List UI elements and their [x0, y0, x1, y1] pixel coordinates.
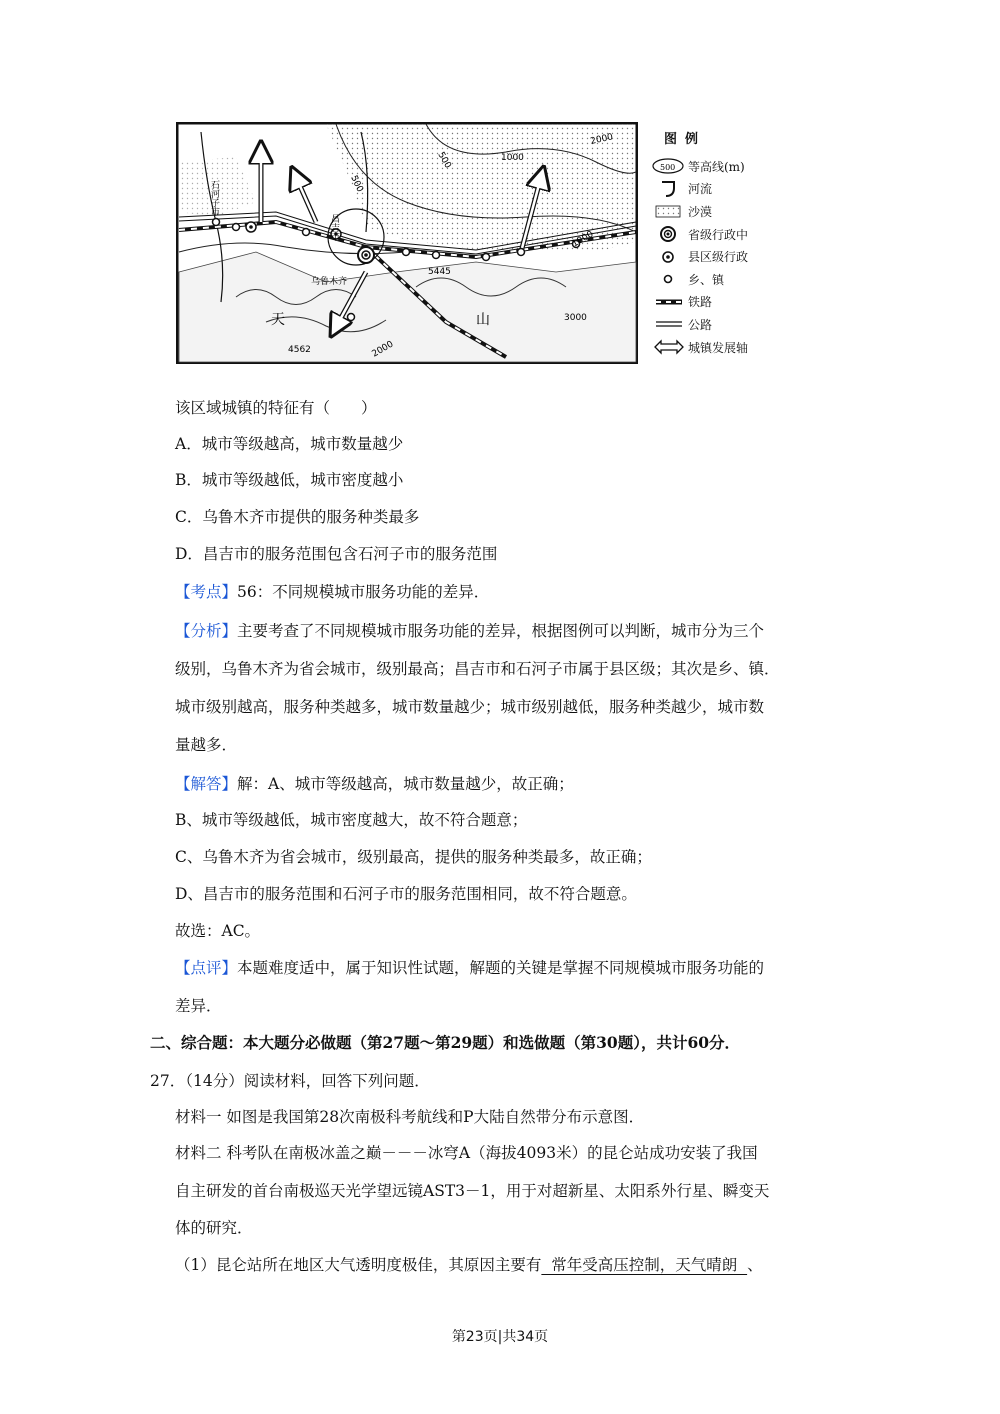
- q27-sub1-answer: 常年受高压控制，天气晴朗: [541, 1256, 748, 1274]
- q27-material-2-line-1: 材料二 科考队在南极冰盖之巅－－－冰穹A（海拔4093米）的昆仑站成功安装了我国: [175, 1144, 758, 1162]
- urban-development-map: [176, 122, 638, 364]
- jieda-line-1: 【解答】解：A、城市等级越高，城市数量越少，故正确；: [175, 775, 574, 793]
- highway-symbol-icon: [652, 315, 686, 333]
- kaodian-tag: 【考点】: [175, 583, 238, 601]
- q27-sub1: （1）昆仑站所在地区大气透明度极佳，其原因主要有 常年受高压控制，天气晴朗 、: [175, 1256, 763, 1274]
- option-a: A．城市等级越高，城市数量越少: [175, 435, 404, 453]
- page-footer: 第23页|共34页: [451, 1329, 549, 1345]
- legend-axis: 城镇发展轴: [652, 336, 792, 359]
- legend-provincial: 省级行政中: [652, 223, 792, 246]
- river-symbol-icon: [652, 180, 686, 198]
- option-d: D．昌吉市的服务范围包含石河子市的服务范围: [175, 545, 498, 563]
- axis-symbol-icon: [652, 338, 686, 356]
- legend-river: 河流: [652, 178, 792, 201]
- q27-material-2-line-2: 自主研发的首台南极巡天光学望远镜AST3－1，用于对超新星、太阳系外行星、瞬变天: [175, 1182, 770, 1200]
- svg-text:500: 500: [660, 163, 676, 173]
- contour-symbol-icon: [652, 157, 686, 175]
- county-symbol-icon: [652, 248, 686, 266]
- desert-symbol-icon: [652, 202, 686, 220]
- dianping-line-1: 【点评】本题难度适中，属于知识性试题，解题的关键是掌握不同规模城市服务功能的: [175, 959, 765, 977]
- contour-500-b: 500: [435, 150, 453, 171]
- label-urumqi: 乌鲁木齐: [311, 277, 348, 287]
- jieda-line-3: C、乌鲁木齐为省会城市，级别最高，提供的服务种类最多，故正确；: [175, 848, 652, 866]
- peak-5445: 5445: [428, 267, 451, 277]
- legend-contour: 500 等高线(m): [652, 155, 792, 178]
- provincial-capital-marker: [358, 247, 374, 263]
- legend-county: 县区级行政: [652, 245, 792, 268]
- q27-heading: 27．（14分）阅读材料，回答下列问题．: [150, 1072, 430, 1090]
- fenxi-line-1: 【分析】主要考查了不同规模城市服务功能的差异，根据图例可以判断，城市分为三个: [175, 622, 765, 640]
- fenxi-line-2: 级别，乌鲁木齐为省会城市，级别最高；昌吉市和石河子市属于县区级；其次是乡、镇．: [175, 660, 780, 678]
- kaodian-text: 56：不同规模城市服务功能的差异．: [237, 583, 490, 601]
- legend-highway: 公路: [652, 313, 792, 336]
- label-changji: 昌吉市: [329, 214, 339, 241]
- contour-2000-a: 2000: [589, 132, 615, 147]
- kaodian-line: [175, 580, 489, 604]
- contour-1000-b: 1000: [570, 229, 596, 250]
- option-b: B．城市等级越低，城市密度越小: [175, 471, 404, 489]
- fenxi-line-3: 城市级别越高，服务种类越多，城市数量越少；城市级别越低，服务种类越少，城市数: [175, 698, 765, 716]
- jieda-line-4: D、昌吉市的服务范围和石河子市的服务范围相同，故不符合题意。: [175, 885, 637, 903]
- town-symbol-icon: [652, 270, 686, 288]
- section-title: 二、综合题：本大题分必做题（第27题～第29题）和选做题（第30题），共计60分．: [150, 1033, 741, 1052]
- jieda-line-2: B、城市等级越低，城市密度越大，故不符合题意；: [175, 811, 528, 829]
- legend-desert: 沙漠: [652, 200, 792, 223]
- option-c: C．乌鲁木齐市提供的服务种类最多: [175, 508, 420, 526]
- legend-title: 图例: [664, 132, 707, 147]
- label-shan: 山: [476, 312, 490, 328]
- legend-railway: 铁路: [652, 291, 792, 314]
- q27-material-1: 材料一 如图是我国第28次南极科考航线和P大陆自然带分布示意图．: [175, 1108, 645, 1126]
- fenxi-line-4: 量越多．: [175, 736, 238, 754]
- railway-symbol-icon: [652, 293, 686, 311]
- provincial-symbol-icon: [652, 225, 686, 243]
- peak-4562: 4562: [288, 345, 311, 355]
- legend-town: 乡、镇: [652, 268, 792, 291]
- dianping-line-2: 差异．: [175, 997, 222, 1015]
- jieda-line-5: 故选：AC。: [175, 922, 261, 940]
- map-legend: [652, 128, 792, 358]
- contour-3000: 3000: [564, 313, 587, 323]
- jieda-tag: 【解答】: [175, 775, 238, 793]
- contour-500-a: 500: [348, 174, 365, 194]
- label-tian: 天: [271, 312, 285, 328]
- label-shihezi: 石河子市: [209, 180, 219, 216]
- contour-2000-b: 2000: [370, 339, 396, 360]
- q27-material-2-line-3: 体的研究．: [175, 1219, 253, 1237]
- contour-1000-a: 1000: [501, 153, 524, 163]
- fenxi-tag: 【分析】: [175, 622, 238, 640]
- question-stem: 该区域城镇的特征有（ ）: [175, 399, 377, 417]
- dianping-tag: 【点评】: [175, 959, 238, 977]
